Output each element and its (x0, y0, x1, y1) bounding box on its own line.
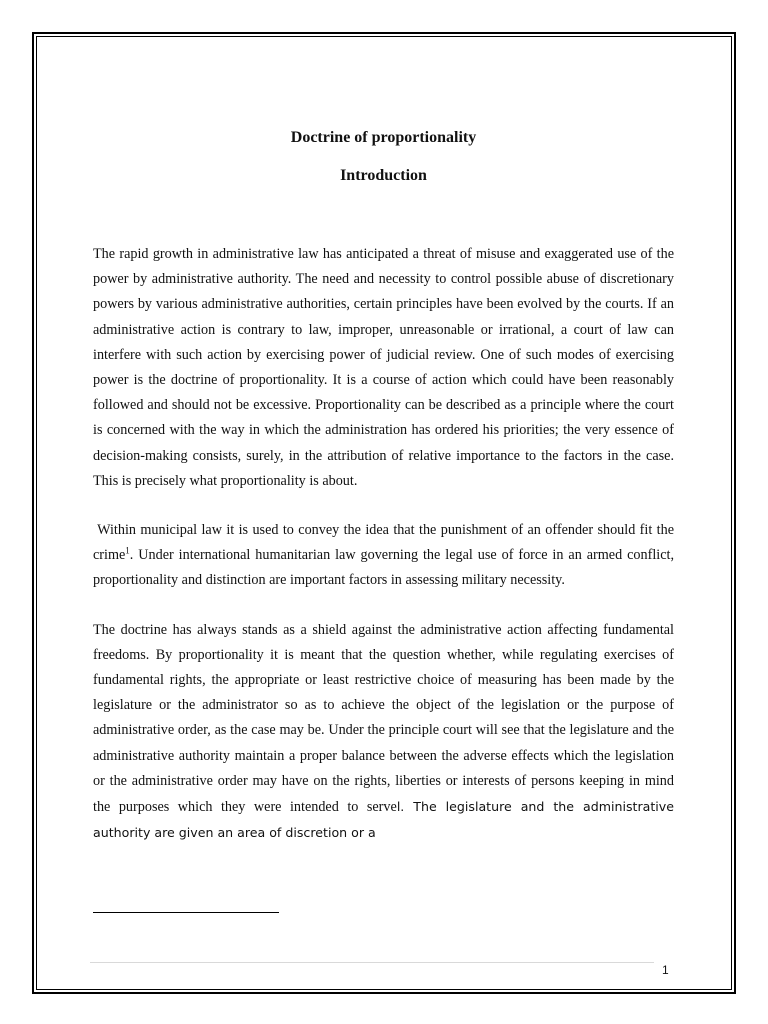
paragraph-3-text-a: The doctrine has always stands as a shield against the administrative action affecting fundamental freedoms. By proportionality it is meant that the question whether, while regulating exercises of fundamental rights, the appropriate or least restrictive choice of measuring has been made by the legislature or the administrator so as to achieve the object of the legislation or the purpose of administrative order, as the case may be. Under the principle court will see that the legislature and the administrative authority maintain a proper balance between the adverse effects which the legislation or the administrative order may have on the rights, liberties or interests of persons keeping in mind the purposes which they were intended to serve (93, 621, 674, 816)
paragraph-municipal-law (93, 518, 674, 594)
paragraph-2-text-a: Within municipal law it is used to convey the idea that the punishment of an offender should fit the crime (93, 522, 675, 564)
paragraph-gap (93, 494, 674, 518)
paragraph-2-text-b: . Under international humanitarian law governing the legal use of force in an armed conflict, proportionality and distinction are important factors in assessing military necessity. (93, 547, 674, 589)
footer-divider (90, 962, 654, 963)
section-heading: Introduction (340, 167, 427, 184)
footnote-marker: 1 (125, 545, 130, 556)
paragraph-gap (93, 594, 674, 618)
document-title: Doctrine of proportionality (290, 129, 477, 146)
document-body (93, 126, 674, 846)
page-number: 1 (662, 963, 669, 977)
paragraph-introduction: The rapid growth in administrative law has anticipated a threat of misuse and exaggerated use of the power by administrative authority. The need and necessity to control possible abuse of discretionary powers by various administrative authorities, certain principles have been evolved by the courts. If an administrative action is contrary to law, improper, unreasonable or irrational, a court of law can interfere with such action by exercising power of judicial review. One of such modes of exercising power is the doctrine of proportionality. It is a course of action which could have been reasonably followed and should not be excessive. Proportionality can be described as a principle where the court is concerned with the way in which the administration has ordered his priorities; the very essence of decision-making consists, surely, in the attribution of relative importance to the factors in the case. This is precisely what proportionality is about. (93, 246, 674, 489)
paragraph-3-text-b: l. The legislature and the administrative authority are given an area of discretion or a (93, 799, 674, 841)
paragraph-doctrine-shield (93, 618, 674, 847)
footnote-separator (93, 912, 279, 913)
